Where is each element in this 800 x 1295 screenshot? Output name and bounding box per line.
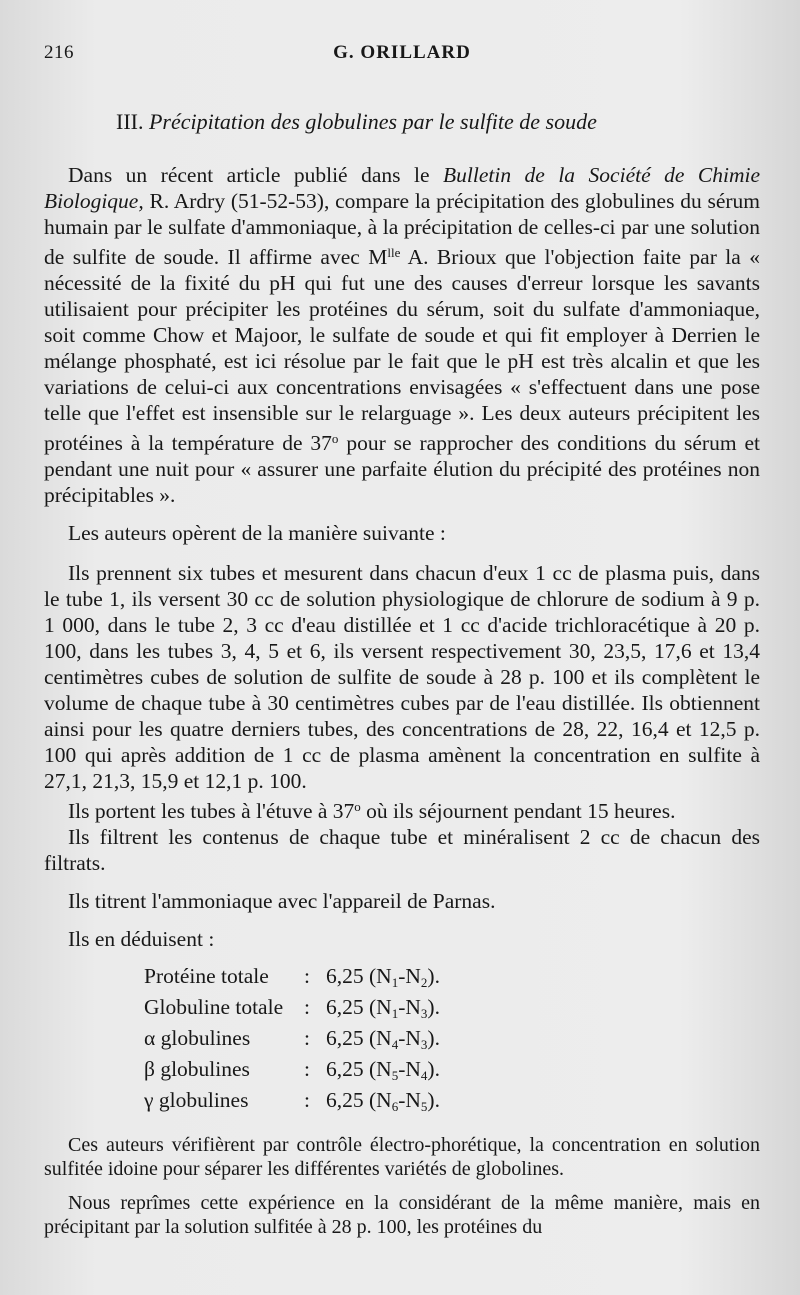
formula-term-a-subscript: 1 [391, 975, 399, 990]
formula-row: Globuline totale : 6,25 $(N_1-N_3)$. [144, 995, 440, 1021]
formula-name: α globulines [144, 1026, 251, 1050]
formula-name: β globulines [144, 1057, 250, 1081]
paragraph-intro-end: pour se rapprocher des conditions du sérum et pendant une nuit pour « assurer une parfaite élution du précipité des protéines non précipitables ». [44, 431, 760, 507]
paragraph-deduction: Ils en déduisent : [68, 927, 215, 951]
incubation-degree-superscript: o [354, 799, 361, 814]
formula-end: ). [427, 1088, 440, 1112]
formula-term-b: N [405, 995, 421, 1019]
formula-list [144, 964, 760, 1119]
formula-end: ). [427, 995, 440, 1019]
formula-term-b-subscript: 3 [420, 1037, 428, 1052]
section-title: Précipitation des globulines par le sulfite de soude [148, 109, 597, 134]
formula-term-a: N [376, 1088, 392, 1112]
formula-name: γ globulines [144, 1088, 249, 1112]
page-number: 216 [44, 42, 74, 63]
formula-value: 6,25 [326, 964, 364, 988]
formula-term-a: N [376, 1026, 392, 1050]
formula-value: 6,25 [326, 995, 364, 1019]
formula-separator: : [304, 1088, 310, 1112]
formula-name: Globuline totale [144, 995, 284, 1019]
formula-value: 6,25 [326, 1057, 364, 1081]
formula-separator: : [304, 1057, 310, 1081]
formula-separator: : [304, 1026, 310, 1050]
formula-term-a-subscript: 6 [391, 1099, 399, 1114]
paragraph-procedure: Ils prennent six tubes et mesurent dans chacun d'eux 1 cc de plasma puis, dans le tube 1, ils versent 30 cc de solution physiologique de chlorure de sodium à 9 p. 1 000, dans le tube 2, 3 cc d'eau distillée et 1 cc d'acide trichloracétique à 20 p. 100, dans les tubes 3, 4, 5 et 6, ils versent respectivement 30, 23,5, 17,6 et 13,4 centimètres cubes de solution de sulfite de soude à 28 p. 100 et ils complètent le volume de chaque tube à 30 centimètres cubes par de l'eau distillée. Ils obtiennent ainsi pour les quatre derniers tubes, des concentrations de 28, 22, 16,4 et 12,5 p. 100 qui après addition de 1 cc de plasma amènent la concentration en sulfite à 27,1, 21,3, 15,9 et 12,1 p. 100. [44, 561, 760, 793]
formula-row: γ globulines : 6,25 $(N_6-N_5)$. [144, 1088, 440, 1114]
incubation-text-end: où ils séjournent pendant 15 heures. [360, 799, 676, 823]
formula-row: Protéine totale : 6,25 $(N_1-N_2)$. [144, 964, 440, 990]
formula-term-a-subscript: 4 [391, 1037, 399, 1052]
paragraph-incubation [44, 794, 760, 824]
formula-separator: : [304, 995, 310, 1019]
running-header [44, 38, 760, 72]
section-heading [116, 108, 760, 136]
formula-separator: : [304, 964, 310, 988]
degree-superscript: o [331, 431, 339, 446]
paragraph-verification: Ces auteurs vérifièrent par contrôle électro-phorétique, la concentration en solution sulfitée idoine pour séparer les différentes variétés de globolines. [44, 1134, 760, 1180]
formula-end: ). [427, 1057, 440, 1081]
paragraph-filtration: Ils filtrent les contenus de chaque tube et minéralisent 2 cc de chacun des filtrats. [44, 825, 760, 875]
paragraph-intro [44, 162, 760, 508]
formula-end: ). [427, 964, 440, 988]
incubation-text-start: Ils portent les tubes à l'étuve à 37 [68, 799, 355, 823]
formula-term-b-subscript: 3 [420, 1006, 428, 1021]
formula-term-a-subscript: 1 [391, 1006, 399, 1021]
formula-term-a-subscript: 5 [391, 1068, 399, 1083]
formula-name: Protéine totale [144, 964, 269, 988]
formula-term-b-subscript: 5 [420, 1099, 428, 1114]
formula-term-b: N [405, 964, 421, 988]
formula-term-b: N [405, 1057, 421, 1081]
formula-term-a: N [376, 1057, 392, 1081]
running-title: G. ORILLARD [333, 42, 471, 63]
paragraph-intro-continued: A. Brioux que l'objection faite par la « nécessité de la fixité du pH qui fut une des causes d'erreur lorsque les savants utilisaient pour précipiter les protéines du sérum, soit du sulfate d'ammoniaque, soit comme Chow et Majoor, le sulfate de soude et qui fit employer à Derrien le mélange phosphaté, est ici résolue par le fait que le pH est très alcalin et que les variations de celui-ci aux concentrations envisagées « s'effectuent dans une pose telle que l'effet est insensible sur le relarguage ». Les deux auteurs précipitent les protéines à la température de 37 [44, 245, 760, 455]
paragraph-intro-middle: R. Ardry (51-52-53), compare la précipitation des globulines du sérum humain par le sulfate d'ammoniaque, à la précipitation de celles-ci par une solution de sulfite de soude. Il affirme avec M [44, 189, 760, 269]
formula-term-b: N [405, 1026, 421, 1050]
formula-row: β globulines : 6,25 $(N_5-N_4)$. [144, 1057, 440, 1083]
formula-term-b-subscript: 2 [420, 975, 428, 990]
journal-title: Bulletin de la Société de Chimie Biologique, [44, 163, 761, 213]
formula-term-a: N [376, 964, 392, 988]
paragraph-intro-start: Dans un récent article publié dans le [68, 163, 443, 187]
mademoiselle-superscript: lle [387, 245, 401, 260]
formula-row: α globulines : 6,25 $(N_4-N_3)$. [144, 1026, 440, 1052]
section-number: III. [116, 109, 144, 134]
paragraph-experiment: Nous reprîmes cette expérience en la considérant de la même manière, mais en précipitant par la solution sulfitée à 28 p. 100, les protéines du [44, 1192, 760, 1238]
formula-term-a: N [376, 995, 392, 1019]
formula-value: 6,25 [326, 1088, 364, 1112]
paragraph-method-intro: Les auteurs opèrent de la manière suivante : [68, 521, 446, 545]
formula-value: 6,25 [326, 1026, 364, 1050]
formula-term-b-subscript: 4 [420, 1068, 428, 1083]
formula-end: ). [427, 1026, 440, 1050]
paragraph-titration: Ils titrent l'ammoniaque avec l'appareil de Parnas. [68, 889, 496, 913]
formula-term-b: N [405, 1088, 421, 1112]
